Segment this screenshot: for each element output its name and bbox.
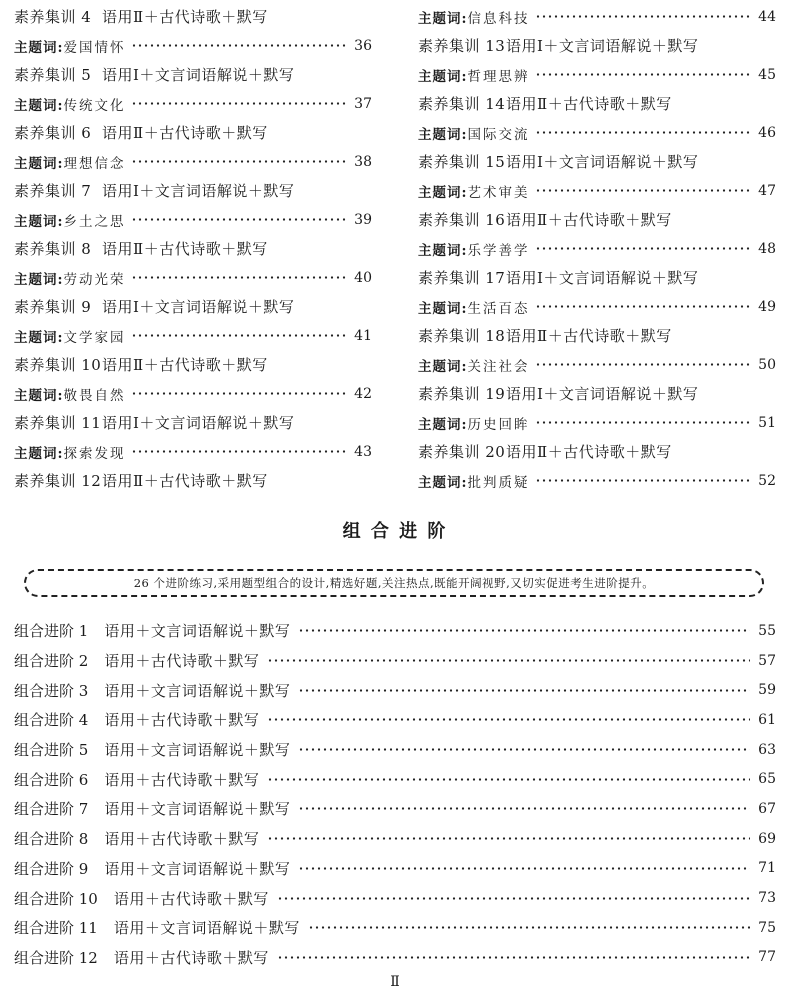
page-ref: 67 [758, 800, 776, 817]
theme-value: 生活百态 [467, 300, 530, 317]
lesson-number: 素养集训 4 [14, 8, 92, 26]
dot-leader [267, 718, 750, 721]
lesson-title: 语用Ⅰ＋文言词语解说＋默写 [102, 182, 295, 200]
toc-theme-row[interactable] [14, 437, 372, 466]
lesson-title: 语用Ⅰ＋文言词语解说＋默写 [506, 153, 699, 171]
combo-name: 组合进阶 10 [14, 889, 98, 908]
lesson-title: 语用Ⅱ＋古代诗歌＋默写 [102, 240, 268, 258]
toc-theme-row[interactable] [418, 2, 776, 31]
page-ref: 48 [758, 240, 776, 257]
toc-theme-row[interactable] [418, 60, 776, 89]
toc-theme-row[interactable] [418, 408, 776, 437]
section-intro-text: 26 个进阶练习,采用题型组合的设计,精选好题,关注热点,既能开阔视野,又切实促进考生进阶提升。 [133, 576, 655, 590]
toc-theme-row[interactable] [418, 292, 776, 321]
theme-value: 国际交流 [467, 126, 530, 143]
page-ref: 45 [758, 66, 776, 83]
theme-label: 主题词: [418, 10, 468, 27]
dot-leader [535, 479, 752, 482]
combo-category: 语用＋古代诗歌＋默写 [104, 711, 260, 730]
combo-row[interactable] [14, 883, 776, 913]
dot-leader [131, 160, 348, 163]
toc-lesson-row[interactable] [14, 176, 372, 205]
lesson-title: 语用Ⅰ＋文言词语解说＋默写 [506, 385, 699, 403]
toc-theme-row[interactable] [14, 263, 372, 292]
lesson-number: 素养集训 12 [14, 472, 102, 490]
dot-leader [267, 837, 750, 840]
lesson-title: 语用Ⅱ＋古代诗歌＋默写 [102, 356, 268, 374]
lesson-title: 语用Ⅱ＋古代诗歌＋默写 [102, 8, 268, 26]
combo-name: 组合进阶 1 [14, 622, 89, 641]
combo-category: 语用＋文言词语解说＋默写 [104, 859, 291, 878]
combo-category: 语用＋古代诗歌＋默写 [104, 770, 260, 789]
page-ref: 47 [758, 182, 776, 199]
toc-theme-row[interactable] [14, 147, 372, 176]
page-ref: 41 [354, 327, 372, 344]
combo-name: 组合进阶 5 [14, 741, 89, 760]
dot-leader [298, 867, 750, 870]
dot-leader [535, 73, 752, 76]
combo-row[interactable] [14, 735, 776, 765]
theme-label: 主题词: [418, 68, 468, 85]
toc-lesson-row[interactable] [14, 2, 372, 31]
combo-row[interactable] [14, 943, 776, 973]
dot-leader [277, 897, 750, 900]
theme-label: 主题词: [418, 474, 468, 491]
toc-lesson-row[interactable] [418, 205, 776, 234]
theme-value: 劳动光荣 [63, 271, 126, 288]
lesson-title: 语用Ⅱ＋古代诗歌＋默写 [506, 443, 672, 461]
lesson-number: 素养集训 20 [418, 443, 506, 461]
theme-label: 主题词: [14, 387, 64, 404]
theme-label: 主题词: [418, 300, 468, 317]
lesson-number: 素养集训 18 [418, 327, 506, 345]
theme-label: 主题词: [14, 97, 64, 114]
dot-leader [535, 189, 752, 192]
lesson-title: 语用Ⅱ＋古代诗歌＋默写 [506, 327, 672, 345]
combo-row[interactable] [14, 764, 776, 794]
lesson-number: 素养集训 9 [14, 298, 92, 316]
page-ref: 44 [758, 8, 776, 25]
page-ref: 65 [758, 771, 776, 788]
toc-theme-row[interactable] [418, 234, 776, 263]
combo-row[interactable] [14, 824, 776, 854]
page-ref: 73 [758, 890, 776, 907]
theme-value: 信息科技 [467, 10, 530, 27]
toc-lesson-row[interactable] [14, 292, 372, 321]
lesson-number: 素养集训 16 [418, 211, 506, 229]
lesson-number: 素养集训 6 [14, 124, 92, 142]
lesson-title: 语用Ⅰ＋文言词语解说＋默写 [506, 37, 699, 55]
lesson-title: 语用Ⅱ＋古代诗歌＋默写 [506, 95, 672, 113]
toc-lesson-row[interactable] [418, 379, 776, 408]
dot-leader [131, 218, 348, 221]
theme-label: 主题词: [418, 358, 468, 375]
page-ref: 52 [758, 472, 776, 489]
lesson-number: 素养集训 19 [418, 385, 506, 403]
toc-lesson-row[interactable] [14, 60, 372, 89]
section-title: 组 合 进 阶 [342, 521, 448, 542]
dot-leader [267, 778, 750, 781]
lesson-number: 素养集训 7 [14, 182, 92, 200]
page-ref: 42 [354, 385, 372, 402]
dot-leader [535, 247, 752, 250]
theme-value: 文学家园 [63, 329, 126, 346]
page-ref: 75 [758, 919, 776, 936]
page-ref: 71 [758, 860, 776, 877]
theme-label: 主题词: [418, 416, 468, 433]
page-number: Ⅱ [390, 974, 400, 990]
toc-lesson-row[interactable] [418, 147, 776, 176]
dot-leader [131, 276, 348, 279]
combo-row[interactable] [14, 794, 776, 824]
toc-lesson-row[interactable] [418, 437, 776, 466]
toc-theme-row[interactable] [14, 89, 372, 118]
toc-theme-row[interactable] [14, 205, 372, 234]
dot-leader [308, 926, 750, 929]
theme-value: 批判质疑 [467, 474, 530, 491]
theme-label: 主题词: [14, 271, 64, 288]
combo-name: 组合进阶 12 [14, 948, 98, 967]
theme-value: 艺术审美 [467, 184, 530, 201]
combo-name: 组合进阶 2 [14, 652, 89, 671]
lesson-number: 素养集训 14 [418, 95, 506, 113]
dot-leader [298, 748, 750, 751]
page-ref: 39 [354, 211, 372, 228]
toc-lesson-row[interactable] [14, 234, 372, 263]
theme-label: 主题词: [14, 445, 64, 462]
page-ref: 46 [758, 124, 776, 141]
dot-leader [298, 629, 750, 632]
dot-leader [277, 956, 750, 959]
theme-label: 主题词: [418, 184, 468, 201]
combo-row[interactable] [14, 705, 776, 735]
section-intro-box [24, 569, 764, 597]
theme-label: 主题词: [14, 329, 64, 346]
dot-leader [535, 363, 752, 366]
page-ref: 43 [354, 443, 372, 460]
toc-theme-row[interactable] [418, 466, 776, 495]
theme-value: 乡土之思 [63, 213, 126, 230]
toc-lesson-row[interactable] [14, 350, 372, 379]
page-ref: 38 [354, 153, 372, 170]
page-ref: 50 [758, 356, 776, 373]
lesson-title: 语用Ⅱ＋古代诗歌＋默写 [102, 124, 268, 142]
lesson-title: 语用Ⅱ＋古代诗歌＋默写 [506, 211, 672, 229]
theme-label: 主题词: [418, 242, 468, 259]
dot-leader [298, 689, 750, 692]
theme-value: 历史回眸 [467, 416, 530, 433]
toc-left-column [14, 2, 372, 495]
page-ref: 40 [354, 269, 372, 286]
theme-label: 主题词: [14, 155, 64, 172]
combo-list [14, 616, 776, 972]
dot-leader [535, 15, 752, 18]
toc-lesson-row[interactable] [418, 89, 776, 118]
dot-leader [131, 44, 348, 47]
combo-row[interactable] [14, 675, 776, 705]
lesson-title: 语用Ⅰ＋文言词语解说＋默写 [102, 66, 295, 84]
dot-leader [535, 305, 752, 308]
combo-name: 组合进阶 9 [14, 859, 89, 878]
theme-label: 主题词: [418, 126, 468, 143]
toc-theme-row[interactable] [14, 379, 372, 408]
combo-category: 语用＋古代诗歌＋默写 [104, 652, 260, 671]
combo-row[interactable] [14, 616, 776, 646]
theme-label: 主题词: [14, 39, 64, 56]
combo-name: 组合进阶 4 [14, 711, 89, 730]
page-ref: 59 [758, 682, 776, 699]
combo-name: 组合进阶 7 [14, 800, 89, 819]
lesson-number: 素养集训 10 [14, 356, 102, 374]
combo-category: 语用＋文言词语解说＋默写 [104, 800, 291, 819]
page-ref: 37 [354, 95, 372, 112]
combo-category: 语用＋文言词语解说＋默写 [104, 681, 291, 700]
combo-row[interactable] [14, 913, 776, 943]
combo-name: 组合进阶 11 [14, 919, 98, 938]
theme-value: 探索发现 [63, 445, 126, 462]
toc-lesson-row[interactable] [418, 31, 776, 60]
page-ref: 77 [758, 949, 776, 966]
page-ref: 51 [758, 414, 776, 431]
page-ref: 63 [758, 741, 776, 758]
toc-lesson-row[interactable] [14, 466, 372, 495]
theme-value: 敬畏自然 [63, 387, 126, 404]
lesson-title: 语用Ⅰ＋文言词语解说＋默写 [102, 298, 295, 316]
theme-value: 乐学善学 [467, 242, 530, 259]
dot-leader [131, 450, 348, 453]
combo-name: 组合进阶 3 [14, 681, 89, 700]
page-ref: 36 [354, 37, 372, 54]
lesson-title: 语用Ⅰ＋文言词语解说＋默写 [102, 414, 295, 432]
page-ref: 55 [758, 622, 776, 639]
combo-category: 语用＋文言词语解说＋默写 [113, 919, 300, 938]
lesson-number: 素养集训 13 [418, 37, 506, 55]
toc-theme-row[interactable] [14, 31, 372, 60]
combo-category: 语用＋古代诗歌＋默写 [104, 830, 260, 849]
combo-category: 语用＋文言词语解说＋默写 [104, 741, 291, 760]
toc-theme-row[interactable] [418, 176, 776, 205]
theme-value: 关注社会 [467, 358, 530, 375]
theme-value: 传统文化 [63, 97, 126, 114]
page-ref: 49 [758, 298, 776, 315]
combo-category: 语用＋文言词语解说＋默写 [104, 622, 291, 641]
combo-name: 组合进阶 8 [14, 830, 89, 849]
toc-theme-row[interactable] [418, 118, 776, 147]
toc-lesson-row[interactable] [418, 263, 776, 292]
dot-leader [298, 807, 750, 810]
theme-value: 哲理思辨 [467, 68, 530, 85]
toc-right-column [418, 2, 776, 495]
toc-lesson-row[interactable] [14, 118, 372, 147]
lesson-number: 素养集训 17 [418, 269, 506, 287]
lesson-number: 素养集训 5 [14, 66, 92, 84]
dot-leader [267, 659, 750, 662]
combo-name: 组合进阶 6 [14, 770, 89, 789]
lesson-title: 语用Ⅰ＋文言词语解说＋默写 [506, 269, 699, 287]
theme-value: 理想信念 [63, 155, 126, 172]
dot-leader [131, 392, 348, 395]
dot-leader [535, 131, 752, 134]
lesson-number: 素养集训 11 [14, 414, 102, 432]
page-ref: 61 [758, 711, 776, 728]
toc-lesson-row[interactable] [418, 321, 776, 350]
toc-theme-row[interactable] [14, 321, 372, 350]
page-ref: 57 [758, 652, 776, 669]
dot-leader [535, 421, 752, 424]
combo-category: 语用＋古代诗歌＋默写 [113, 889, 269, 908]
theme-label: 主题词: [14, 213, 64, 230]
toc-lesson-row[interactable] [14, 408, 372, 437]
combo-row[interactable] [14, 646, 776, 676]
lesson-number: 素养集训 8 [14, 240, 92, 258]
theme-value: 爱国情怀 [63, 39, 126, 56]
dot-leader [131, 102, 348, 105]
lesson-number: 素养集训 15 [418, 153, 506, 171]
dot-leader [131, 334, 348, 337]
toc-columns [14, 2, 776, 495]
page-ref: 69 [758, 830, 776, 847]
lesson-title: 语用Ⅱ＋古代诗歌＋默写 [102, 472, 268, 490]
toc-theme-row[interactable] [418, 350, 776, 379]
combo-row[interactable] [14, 854, 776, 884]
combo-category: 语用＋古代诗歌＋默写 [113, 948, 269, 967]
